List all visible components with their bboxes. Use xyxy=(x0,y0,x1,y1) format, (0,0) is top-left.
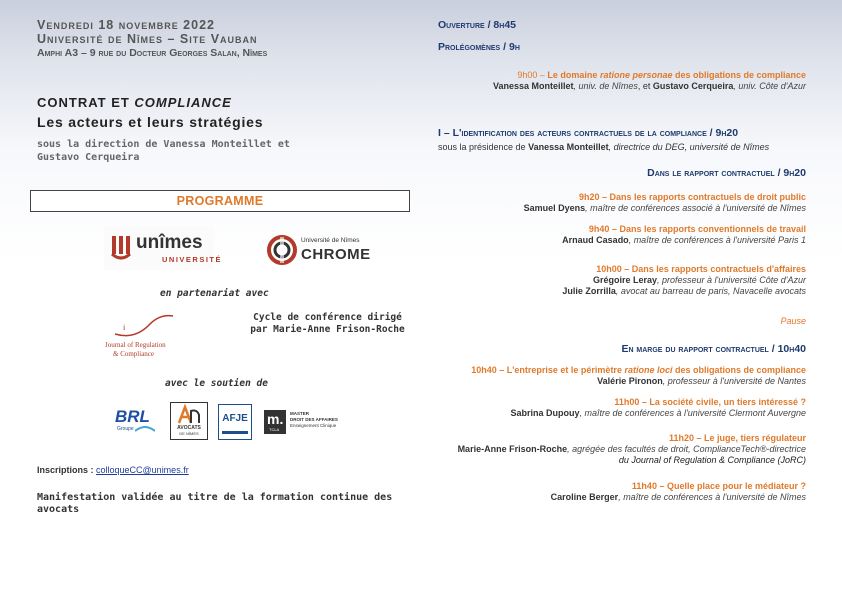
pause-label: Pause xyxy=(780,316,806,326)
part1-pres-label: sous la présidence de xyxy=(438,142,529,152)
journal-swoosh-icon xyxy=(105,310,180,344)
session-8-speaker xyxy=(416,492,806,503)
session-4-aff-2: , avocat au barreau de paris, Navacelle avocats xyxy=(615,286,806,296)
brl-logo xyxy=(113,405,158,433)
session-1-time: 9h00 – xyxy=(517,70,548,80)
session-6-speaker xyxy=(416,408,806,419)
unimes-wordmark: unîmes xyxy=(136,232,203,253)
session-8 xyxy=(416,481,806,503)
journal-logo xyxy=(105,310,180,360)
session-1-mid: , et xyxy=(637,81,653,91)
avocats-label: AVOCATS xyxy=(177,425,201,431)
session-7-speaker xyxy=(416,444,806,455)
session-2-aff: , maître de conférences associé à l'université de Nîmes xyxy=(585,203,806,213)
part1-pres-name: Vanessa Monteillet xyxy=(528,142,609,152)
afje-bar xyxy=(222,431,248,434)
session-6-name: Sabrina Dupouy xyxy=(510,408,580,418)
page-subtitle: Les acteurs et leurs stratégies xyxy=(37,114,264,130)
part1-pres-aff: , directrice du DEG, université de Nîmes xyxy=(608,142,770,152)
session-4-speaker-2 xyxy=(416,286,806,297)
session-8-aff: , maître de conférences à l'université de Nîmes xyxy=(618,492,806,502)
session-4-aff-1: , professeur à l'université Côte d'Azur xyxy=(656,275,806,285)
session-5-title-italic: ratione loci xyxy=(624,365,673,375)
session-1 xyxy=(416,70,806,92)
session-6 xyxy=(416,397,806,419)
session-1-title-b: des obligations de compliance xyxy=(672,70,806,80)
session-4 xyxy=(416,264,806,297)
unimes-sub: UNIVERSITÉ xyxy=(162,255,223,264)
session-1-speaker-1: Vanessa Monteillet xyxy=(492,81,574,91)
session-1-title-a: Le domaine xyxy=(547,70,600,80)
afje-wordmark: AFJE xyxy=(222,413,248,424)
session-5-name: Valérie Pironon xyxy=(597,376,663,386)
session-1-aff-1: , univ. de Nîmes xyxy=(573,81,638,91)
session-4-name-1: Grégoire Leray xyxy=(592,275,657,285)
session-5-speaker xyxy=(416,376,806,387)
journal-line2: & Compliance xyxy=(113,350,155,358)
soutien-label: avec le soutien de xyxy=(165,378,268,389)
inscriptions xyxy=(37,465,189,475)
afje-logo xyxy=(218,404,252,440)
session-2-speaker xyxy=(416,203,806,214)
session-7 xyxy=(416,433,806,466)
session-1-aff-2: , univ. Côte d'Azur xyxy=(733,81,806,91)
ouverture-heading: Ouverture / 8h45 xyxy=(438,19,516,31)
svg-text:i: i xyxy=(123,323,126,332)
session-3-aff: , maître de conférences à l'université Paris 1 xyxy=(628,235,806,245)
session-2 xyxy=(416,192,806,214)
session-3 xyxy=(416,224,806,246)
page-title xyxy=(37,95,232,110)
title-prefix: CONTRAT ET xyxy=(37,95,135,110)
session-3-speaker xyxy=(416,235,806,246)
session-6-title: 11h00 – La société civile, un tiers intéressé ? xyxy=(614,397,806,407)
session-2-title: 9h20 – Dans les rapports contractuels de droit public xyxy=(578,192,806,202)
m-letter: m. xyxy=(267,411,284,427)
event-date: Vendredi 18 novembre 2022 xyxy=(37,18,215,32)
dans-rapport-heading: Dans le rapport contractuel / 9h20 xyxy=(647,167,806,179)
event-room: Amphi A3 – 9 rue du Docteur Georges Salan, Nîmes xyxy=(37,47,268,59)
marge-heading: En marge du rapport contractuel / 10h40 xyxy=(621,343,806,355)
direction-text: sous la direction de Vanessa Monteillet et Gustavo Cerqueira xyxy=(37,139,290,163)
session-8-title: 11h40 – Quelle place pour le médiateur ? xyxy=(631,481,806,491)
manifestation-text: Manifestation validée au titre de la formation continue des avocats xyxy=(37,492,393,515)
prolegomenes-heading: Prolégomènes / 9h xyxy=(438,41,520,53)
unimes-logo xyxy=(104,226,223,270)
m-sub: TCLA xyxy=(269,427,280,432)
session-1-speaker-2: Gustavo Cerqueira xyxy=(652,81,734,91)
cycle-text: Cycle de conférence dirigé par Marie-Anne Frison-Roche xyxy=(250,312,405,335)
chrome-mark-icon xyxy=(267,235,297,265)
session-4-name-2: Julie Zorrilla xyxy=(562,286,616,296)
session-4-speaker-1 xyxy=(416,275,806,286)
session-5-title xyxy=(416,365,806,376)
session-1-title xyxy=(416,70,806,81)
session-5-title-a: 10h40 – L'entreprise et le périmètre xyxy=(471,365,625,375)
session-1-title-italic: ratione personae xyxy=(599,70,673,80)
chrome-logo xyxy=(265,234,370,266)
session-7-name: Marie-Anne Frison-Roche xyxy=(457,444,568,454)
avocats-sub: DE NÎMES xyxy=(179,431,199,436)
session-5-title-b: des obligations de compliance xyxy=(672,365,806,375)
programme-label: PROGRAMME xyxy=(176,194,264,208)
chrome-wordmark: CHROME xyxy=(301,246,371,263)
session-7-aff-1: , agrégée des facultés de droit, ComplianceTech®-directrice xyxy=(567,444,806,454)
m-line1: MASTER xyxy=(290,411,309,416)
brl-sub: Groupe xyxy=(117,426,134,432)
brl-wordmark: BRL xyxy=(115,407,150,426)
session-1-speakers xyxy=(416,81,806,92)
session-7-aff-line2 xyxy=(416,455,806,466)
master-tcla-logo xyxy=(264,410,344,434)
journal-line1: Journal of Regulation xyxy=(105,341,166,349)
part1-presidence xyxy=(438,142,769,153)
programme-box xyxy=(30,190,410,212)
title-italic: COMPLIANCE xyxy=(134,95,232,110)
session-7-aff-2: du Journal of Regulation & Compliance (JoRC) xyxy=(618,455,806,465)
m-line2: DROIT DES AFFAIRES xyxy=(290,417,338,422)
session-2-name: Samuel Dyens xyxy=(523,203,586,213)
event-venue: Université de Nîmes – Site Vauban xyxy=(37,32,258,46)
session-3-title: 9h40 – Dans les rapports conventionnels de travail xyxy=(588,224,806,234)
part1-heading: I – L'identification des acteurs contractuels de la compliance / 9h20 xyxy=(438,127,739,139)
m-block xyxy=(264,410,286,434)
inscriptions-email-link[interactable]: colloqueCC@unimes.fr xyxy=(96,465,189,475)
avocats-mark-icon xyxy=(171,403,207,425)
partner-label: en partenariat avec xyxy=(160,288,269,299)
chrome-small: Université de Nîmes xyxy=(301,237,360,244)
m-line3: Enseignement Clinique xyxy=(290,423,337,428)
avocats-logo xyxy=(170,402,208,440)
session-3-name: Arnaud Casado xyxy=(562,235,629,245)
session-8-name: Caroline Berger xyxy=(550,492,619,502)
session-4-title: 10h00 – Dans les rapports contractuels d'affaires xyxy=(596,264,806,274)
session-5 xyxy=(416,365,806,387)
session-7-title: 11h20 – Le juge, tiers régulateur xyxy=(668,433,806,443)
session-5-aff: , professeur à l'université de Nantes xyxy=(662,376,806,386)
inscriptions-label: Inscriptions : xyxy=(37,465,97,475)
session-6-aff: , maître de conférences à l'université Clermont Auvergne xyxy=(579,408,806,418)
brl-wave-icon xyxy=(135,425,155,433)
